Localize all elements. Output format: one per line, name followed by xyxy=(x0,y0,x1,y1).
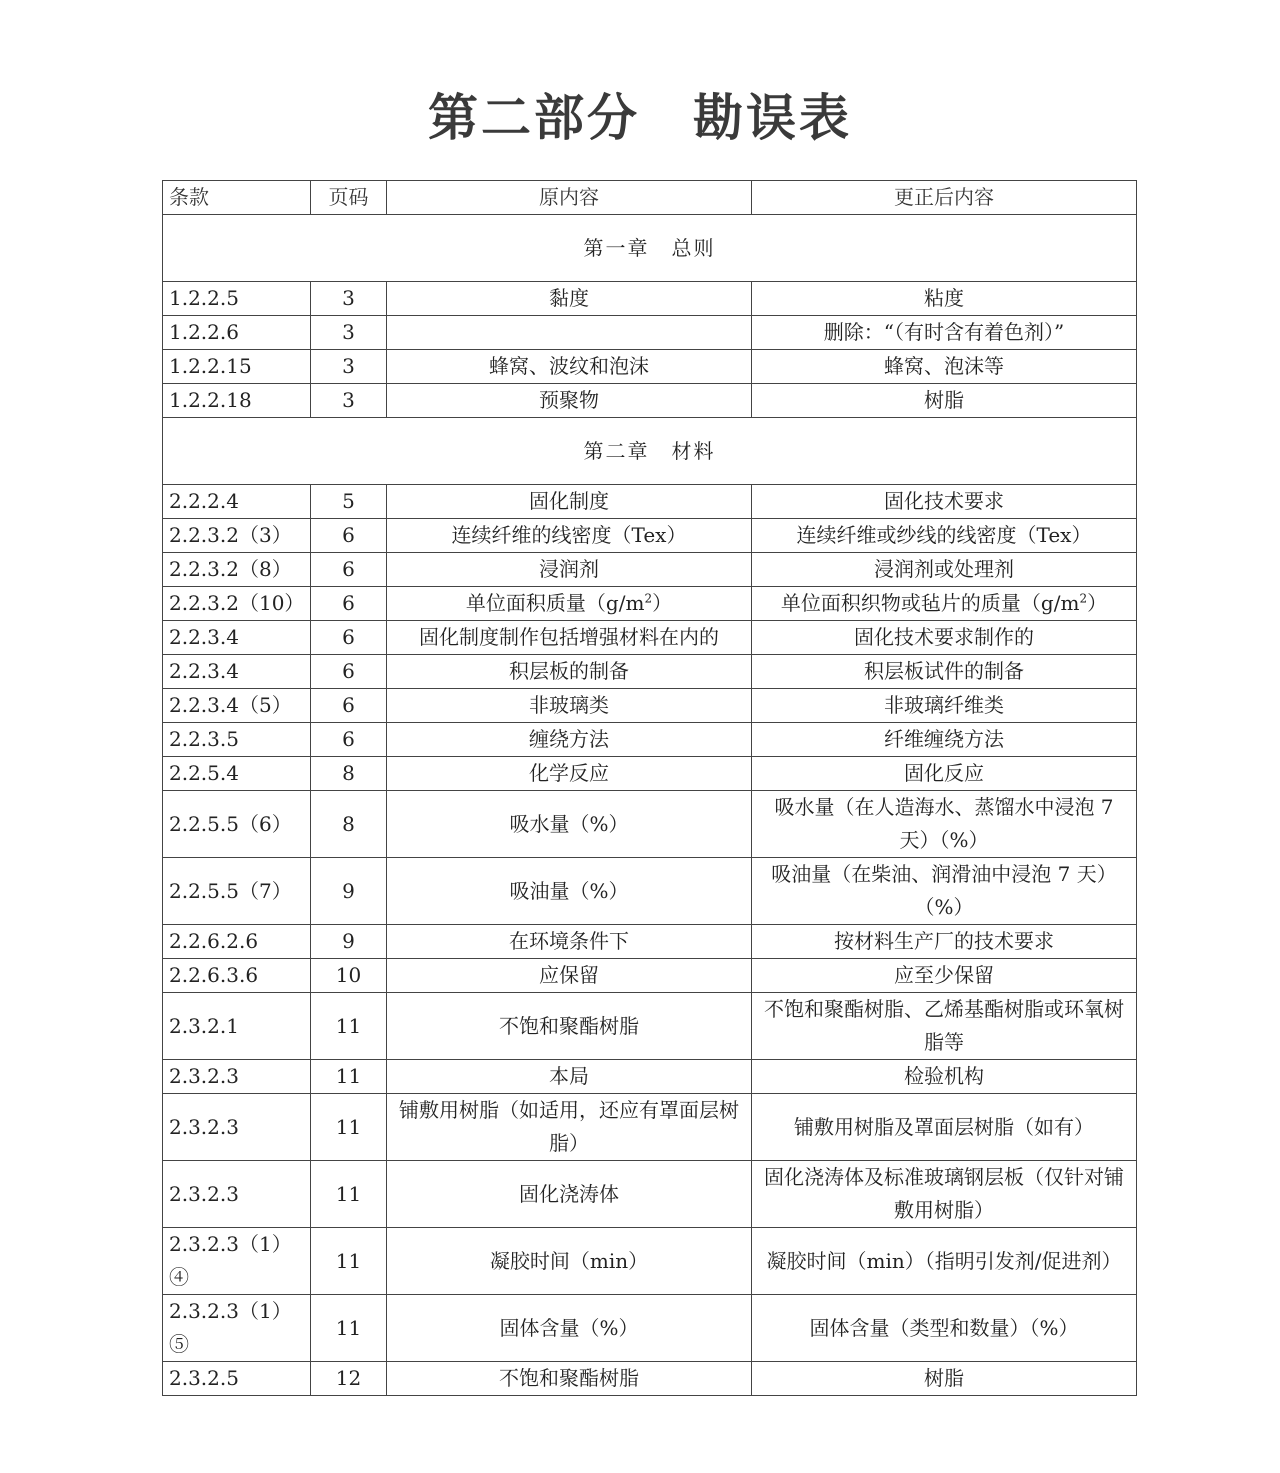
original-cell: 铺敷用树脂（如适用，还应有罩面层树脂） xyxy=(387,1094,752,1161)
original-cell: 吸油量（%） xyxy=(387,858,752,925)
table-row xyxy=(163,959,1137,993)
original-cell: 预聚物 xyxy=(387,384,752,418)
corrected-cell: 按材料生产厂的技术要求 xyxy=(752,925,1137,959)
page-cell: 6 xyxy=(311,723,387,757)
table-row xyxy=(163,1094,1137,1161)
table-row xyxy=(163,689,1137,723)
page-cell: 3 xyxy=(311,282,387,316)
table-row xyxy=(163,350,1137,384)
page-cell: 5 xyxy=(311,485,387,519)
table-header-row xyxy=(163,181,1137,215)
page-cell: 3 xyxy=(311,384,387,418)
table-row xyxy=(163,925,1137,959)
column-header-original: 原内容 xyxy=(387,181,752,215)
corrected-cell: 凝胶时间（min）（指明引发剂/促进剂） xyxy=(752,1228,1137,1295)
original-cell: 固化制度 xyxy=(387,485,752,519)
page-cell: 6 xyxy=(311,655,387,689)
clause-cell: 2.3.2.1 xyxy=(163,993,311,1060)
corrected-cell xyxy=(752,587,1137,621)
corrected-cell: 固化反应 xyxy=(752,757,1137,791)
table-row xyxy=(163,757,1137,791)
superscript: 2 xyxy=(1079,591,1088,606)
corrected-cell: 连续纤维或纱线的线密度（Tex） xyxy=(752,519,1137,553)
original-cell: 连续纤维的线密度（Tex） xyxy=(387,519,752,553)
page-cell: 11 xyxy=(311,1094,387,1161)
page-cell: 9 xyxy=(311,925,387,959)
original-cell: 本局 xyxy=(387,1060,752,1094)
clause-cell: 2.3.2.3 xyxy=(163,1161,311,1228)
original-cell: 吸水量（%） xyxy=(387,791,752,858)
superscript: 2 xyxy=(644,591,653,606)
original-text: 单位面积质量（g/m xyxy=(465,591,645,615)
page-cell: 11 xyxy=(311,993,387,1060)
original-cell: 黏度 xyxy=(387,282,752,316)
page-cell: 6 xyxy=(311,689,387,723)
clause-cell: 1.2.2.5 xyxy=(163,282,311,316)
corrected-text-end: ） xyxy=(1087,591,1108,615)
clause-cell: 2.2.3.2（10） xyxy=(163,587,311,621)
page-cell: 11 xyxy=(311,1228,387,1295)
page-cell: 8 xyxy=(311,791,387,858)
corrected-cell: 应至少保留 xyxy=(752,959,1137,993)
corrected-cell: 检验机构 xyxy=(752,1060,1137,1094)
page-cell: 3 xyxy=(311,316,387,350)
original-cell: 不饱和聚酯树脂 xyxy=(387,1362,752,1396)
page-cell: 11 xyxy=(311,1161,387,1228)
corrected-cell: 非玻璃纤维类 xyxy=(752,689,1137,723)
original-cell: 蜂窝、波纹和泡沫 xyxy=(387,350,752,384)
page-cell: 6 xyxy=(311,621,387,655)
table-row xyxy=(163,587,1137,621)
table-row xyxy=(163,1362,1137,1396)
chapter-heading: 第二章 材料 xyxy=(163,418,1137,485)
clause-cell: 1.2.2.15 xyxy=(163,350,311,384)
original-cell xyxy=(387,587,752,621)
clause-cell: 2.2.3.4（5） xyxy=(163,689,311,723)
corrected-cell: 固化技术要求制作的 xyxy=(752,621,1137,655)
corrected-cell: 树脂 xyxy=(752,384,1137,418)
page-cell: 10 xyxy=(311,959,387,993)
column-header-clause: 条款 xyxy=(163,181,311,215)
corrected-cell: 纤维缠绕方法 xyxy=(752,723,1137,757)
original-cell: 固化制度制作包括增强材料在内的 xyxy=(387,621,752,655)
table-row xyxy=(163,791,1137,858)
clause-cell: 2.2.3.4 xyxy=(163,655,311,689)
original-cell: 凝胶时间（min） xyxy=(387,1228,752,1295)
corrected-cell: 粘度 xyxy=(752,282,1137,316)
table-row xyxy=(163,723,1137,757)
clause-cell: 2.2.6.2.6 xyxy=(163,925,311,959)
clause-cell: 2.2.3.2（8） xyxy=(163,553,311,587)
original-cell: 在环境条件下 xyxy=(387,925,752,959)
table-row xyxy=(163,282,1137,316)
table-row xyxy=(163,553,1137,587)
page-cell: 12 xyxy=(311,1362,387,1396)
corrected-cell: 不饱和聚酯树脂、乙烯基酯树脂或环氧树脂等 xyxy=(752,993,1137,1060)
errata-table xyxy=(162,180,1137,1396)
corrected-cell: 浸润剂或处理剂 xyxy=(752,553,1137,587)
clause-cell: 2.3.2.3 xyxy=(163,1060,311,1094)
clause-cell: 1.2.2.18 xyxy=(163,384,311,418)
table-row xyxy=(163,519,1137,553)
original-cell: 应保留 xyxy=(387,959,752,993)
table-row xyxy=(163,316,1137,350)
page-cell: 3 xyxy=(311,350,387,384)
original-cell: 固体含量（%） xyxy=(387,1295,752,1362)
original-text-end: ） xyxy=(652,591,673,615)
table-row xyxy=(163,993,1137,1060)
page-title: 第二部分 勘误表 xyxy=(428,89,852,147)
chapter-row xyxy=(163,418,1137,485)
corrected-cell: 吸水量（在人造海水、蒸馏水中浸泡 7 天）（%） xyxy=(752,791,1137,858)
page-cell: 6 xyxy=(311,587,387,621)
original-cell: 缠绕方法 xyxy=(387,723,752,757)
table-row xyxy=(163,621,1137,655)
corrected-cell: 铺敷用树脂及罩面层树脂（如有） xyxy=(752,1094,1137,1161)
page-cell: 11 xyxy=(311,1295,387,1362)
original-cell: 化学反应 xyxy=(387,757,752,791)
table-row xyxy=(163,485,1137,519)
clause-cell: 2.2.6.3.6 xyxy=(163,959,311,993)
page-cell: 9 xyxy=(311,858,387,925)
clause-cell: 2.2.2.4 xyxy=(163,485,311,519)
corrected-cell: 吸油量（在柴油、润滑油中浸泡 7 天）（%） xyxy=(752,858,1137,925)
table-row xyxy=(163,858,1137,925)
corrected-cell: 固化技术要求 xyxy=(752,485,1137,519)
clause-cell: 2.2.3.4 xyxy=(163,621,311,655)
corrected-cell: 树脂 xyxy=(752,1362,1137,1396)
table-row xyxy=(163,384,1137,418)
table-row xyxy=(163,1060,1137,1094)
corrected-cell: 删除：“（有时含有着色剂）” xyxy=(752,316,1137,350)
clause-cell: 2.2.5.5（6） xyxy=(163,791,311,858)
clause-cell: 2.2.5.5（7） xyxy=(163,858,311,925)
clause-cell: 2.3.2.3（1）⑤ xyxy=(163,1295,311,1362)
original-cell xyxy=(387,316,752,350)
page-cell: 8 xyxy=(311,757,387,791)
column-header-page: 页码 xyxy=(311,181,387,215)
corrected-cell: 积层板试件的制备 xyxy=(752,655,1137,689)
chapter-heading: 第一章 总则 xyxy=(163,215,1137,282)
table-row xyxy=(163,1295,1137,1362)
original-cell: 浸润剂 xyxy=(387,553,752,587)
table-row xyxy=(163,655,1137,689)
page-cell: 6 xyxy=(311,519,387,553)
page-cell: 6 xyxy=(311,553,387,587)
clause-cell: 2.3.2.5 xyxy=(163,1362,311,1396)
table-row xyxy=(163,1161,1137,1228)
original-cell: 积层板的制备 xyxy=(387,655,752,689)
original-cell: 固化浇涛体 xyxy=(387,1161,752,1228)
corrected-text: 单位面积织物或毡片的质量（g/m xyxy=(780,591,1080,615)
clause-cell: 2.2.5.4 xyxy=(163,757,311,791)
clause-cell: 1.2.2.6 xyxy=(163,316,311,350)
clause-cell: 2.3.2.3（1）④ xyxy=(163,1228,311,1295)
clause-cell: 2.2.3.2（3） xyxy=(163,519,311,553)
original-cell: 不饱和聚酯树脂 xyxy=(387,993,752,1060)
clause-cell: 2.3.2.3 xyxy=(163,1094,311,1161)
corrected-cell: 蜂窝、泡沫等 xyxy=(752,350,1137,384)
chapter-row xyxy=(163,215,1137,282)
original-cell: 非玻璃类 xyxy=(387,689,752,723)
corrected-cell: 固体含量（类型和数量）（%） xyxy=(752,1295,1137,1362)
table-row xyxy=(163,1228,1137,1295)
column-header-corrected: 更正后内容 xyxy=(752,181,1137,215)
clause-cell: 2.2.3.5 xyxy=(163,723,311,757)
page-cell: 11 xyxy=(311,1060,387,1094)
corrected-cell: 固化浇涛体及标准玻璃钢层板（仅针对铺敷用树脂） xyxy=(752,1161,1137,1228)
